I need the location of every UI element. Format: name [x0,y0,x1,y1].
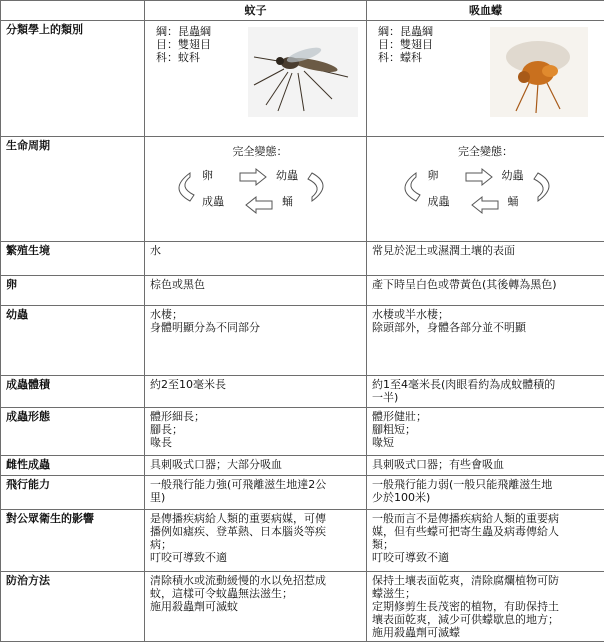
size-midge [367,376,604,408]
health-midge [367,510,604,572]
row-flight [1,476,604,510]
text-line: 常見於泥土或濕潤土壤的表面 [372,244,599,257]
lifecycle-title: 完全變態： [376,145,596,158]
row-lifecycle [1,137,604,242]
cell-taxonomy-midge [367,21,604,137]
cell-taxonomy-mosquito [145,21,367,137]
text-line: 一半) [372,391,599,404]
text-line: 目：雙翅目 [378,38,433,51]
habitat-midge [367,242,604,276]
text-line: 病； [150,538,361,551]
text-line: 水棲或半水棲； [372,308,599,321]
header-blank [1,1,145,21]
label-lifecycle: 生命周期 [1,137,145,242]
cell-lifecycle-midge [367,137,604,242]
stage-adult: 成蟲 [202,195,224,208]
label-control: 防治方法 [1,572,145,642]
text-line: 具刺吸式口器；大部分吸血 [150,458,361,471]
text-line: 具刺吸式口器；有些會吸血 [372,458,599,471]
cell-lifecycle-mosquito [145,137,367,242]
stage-larva: 幼蟲 [276,169,298,182]
text-line: 腳長； [150,423,361,436]
text-line: 棕色或黑色 [150,278,361,291]
female-midge [367,456,604,476]
mosquito-photo [248,27,358,117]
female-mosquito [145,456,367,476]
larvae-midge [367,306,604,376]
lifecycle-title: 完全變態： [150,145,370,158]
eggs-midge [367,276,604,306]
cycle-arrows-icon [376,139,596,239]
row-larvae [1,306,604,376]
text-line: 目：雙翅目 [156,38,211,51]
text-line: 一般飛行能力強(可飛離滋生地達2公 [150,478,361,491]
text-line: 體形細長； [150,410,361,423]
text-line: 少於100米) [372,491,599,504]
text-line: 身體明顯分為不同部分 [150,321,361,334]
text-line: 約2至10毫米長 [150,378,361,391]
text-line: 蚊，這樣可令蚊蟲無法滋生； [150,587,361,600]
text-line: 腳粗短； [372,423,599,436]
text-line: 施用殺蟲劑可滅蠓 [372,626,599,639]
row-morphology [1,408,604,456]
row-control [1,572,604,642]
text-line: 水 [150,244,361,257]
text-line: 除頭部外，身體各部分並不明顯 [372,321,599,334]
text-line: 科：蚊科 [156,51,211,64]
label-larvae: 幼蟲 [1,306,145,376]
label-health: 對公眾衛生的影響 [1,510,145,572]
stage-egg: 卵 [428,169,439,182]
text-line: 媒，但有些蠓可把寄生蟲及病毒傳給人 [372,525,599,538]
label-morphology: 成蟲形態 [1,408,145,456]
health-mosquito [145,510,367,572]
text-line: 蠓滋生； [372,587,599,600]
text-line: 喙短 [372,436,599,449]
text-line: 叮咬可導致不適 [150,551,361,564]
text-line: 產下時呈白色或帶黃色(其後轉為黑色) [372,278,599,291]
flight-midge [367,476,604,510]
stage-pupa: 蛹 [508,195,519,208]
text-line: 一般飛行能力弱(一般只能飛離滋生地 [372,478,599,491]
row-female [1,456,604,476]
text-line: 播例如瘧疾、登革熱、日本腦炎等疾 [150,525,361,538]
lifecycle-diagram-mosquito [150,139,370,239]
text-line: 水棲； [150,308,361,321]
midge-photo [490,27,588,117]
stage-larva: 幼蟲 [502,169,524,182]
stage-egg: 卵 [202,169,213,182]
label-habitat: 繁殖生境 [1,242,145,276]
header-row [1,1,604,21]
label-female: 雌性成蟲 [1,456,145,476]
text-line: 約1至4毫米長(肉眼看約為成蚊體積的 [372,378,599,391]
taxonomy-midge-text [378,25,433,64]
text-line: 綱：昆蟲綱 [378,25,433,38]
size-mosquito [145,376,367,408]
text-line: 類； [372,538,599,551]
control-midge [367,572,604,642]
text-line: 定期修剪生長茂密的植物，有助保持土 [372,600,599,613]
stage-adult: 成蟲 [428,195,450,208]
text-line: 壤表面乾爽，減少可供蠓歇息的地方； [372,613,599,626]
morphology-mosquito [145,408,367,456]
taxonomy-mosquito-text [156,25,211,64]
row-habitat [1,242,604,276]
morphology-midge [367,408,604,456]
text-line: 清除積水或流動緩慢的水以免招惹成 [150,574,361,587]
text-line: 體形健壯； [372,410,599,423]
control-mosquito [145,572,367,642]
row-size [1,376,604,408]
text-line: 施用殺蟲劑可滅蚊 [150,600,361,613]
text-line: 保持土壤表面乾爽，清除腐爛植物可防 [372,574,599,587]
text-line: 一般而言不是傳播疾病給人類的重要病 [372,512,599,525]
row-eggs [1,276,604,306]
text-line: 綱：昆蟲綱 [156,25,211,38]
larvae-mosquito [145,306,367,376]
row-taxonomy [1,21,604,137]
cycle-arrows-icon [150,139,370,239]
text-line: 是傳播疾病給人類的重要病媒，可傳 [150,512,361,525]
label-eggs: 卵 [1,276,145,306]
text-line: 叮咬可導致不適 [372,551,599,564]
text-line: 喙長 [150,436,361,449]
eggs-mosquito [145,276,367,306]
text-line: 里) [150,491,361,504]
stage-pupa: 蛹 [282,195,293,208]
flight-mosquito [145,476,367,510]
row-health [1,510,604,572]
label-taxonomy: 分類學上的類別 [1,21,145,137]
text-line: 科：蠓科 [378,51,433,64]
habitat-mosquito [145,242,367,276]
label-flight: 飛行能力 [1,476,145,510]
lifecycle-diagram-midge [376,139,596,239]
header-midge: 吸血蠓 [367,1,604,21]
header-mosquito: 蚊子 [145,1,367,21]
label-size: 成蟲體積 [1,376,145,408]
